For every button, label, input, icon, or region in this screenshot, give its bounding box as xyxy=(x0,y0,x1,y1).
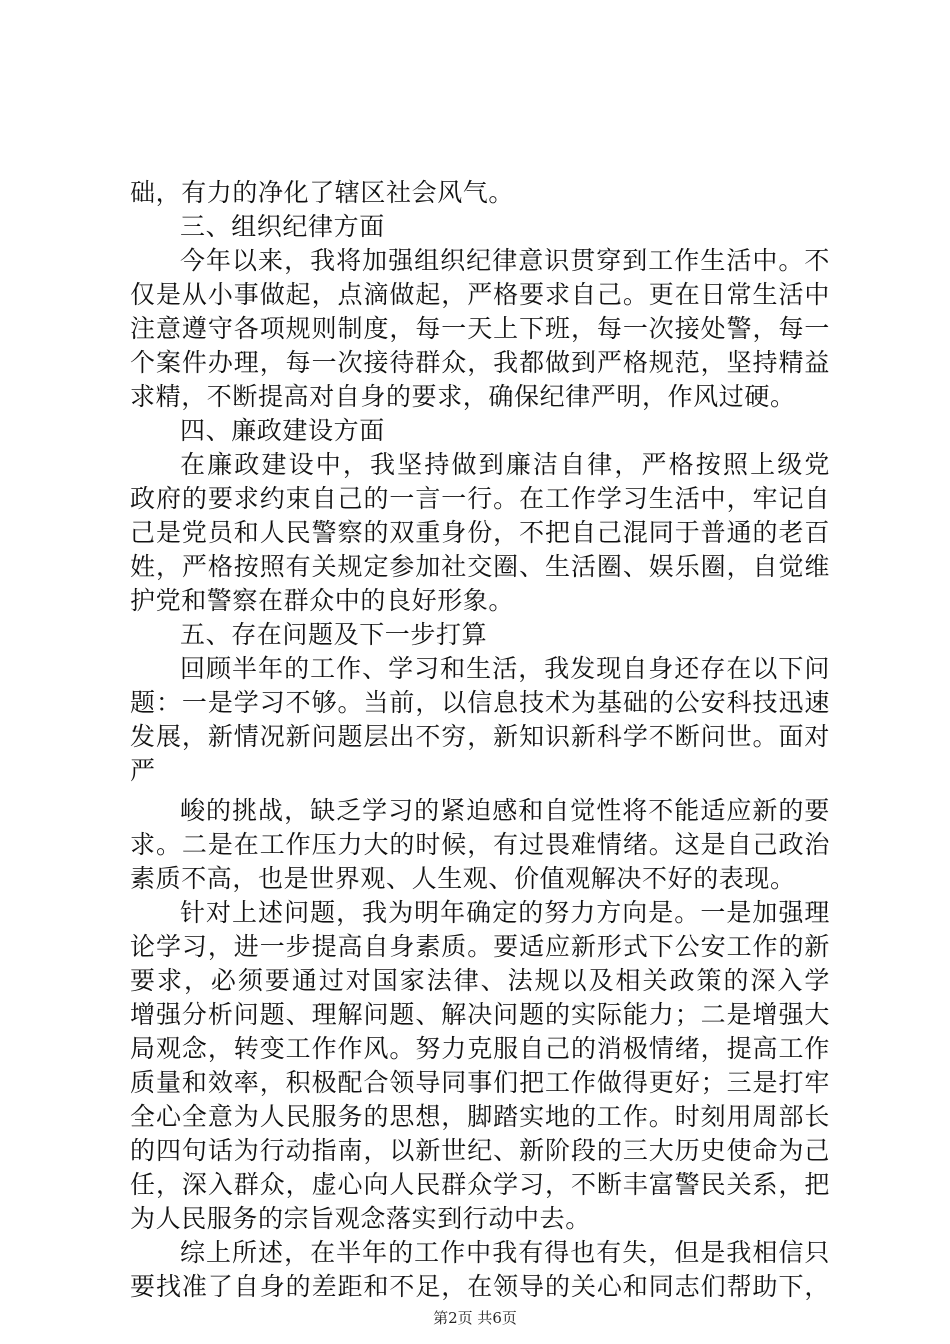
text-line: 题：一是学习不够。当前，以信息技术为基础的公安科技迅速 xyxy=(130,688,830,717)
text-line: 仅是从小事做起，点滴做起，严格要求自己。更在日常生活中 xyxy=(130,280,830,309)
text-line: 回顾半年的工作、学习和生活，我发现自身还存在以下问 xyxy=(180,654,830,683)
text-line: 在廉政建设中，我坚持做到廉洁自律，严格按照上级党 xyxy=(180,450,830,479)
text-line: 质量和效率，积极配合领导同事们把工作做得更好；三是打牢 xyxy=(130,1068,830,1097)
text-line: 注意遵守各项规则制度，每一天上下班，每一次接处警，每一 xyxy=(130,314,830,343)
page-number: 第2页 共6页 xyxy=(433,1309,517,1327)
text-line: 峻的挑战，缺乏学习的紧迫感和自觉性将不能适应新的要 xyxy=(180,796,830,825)
section-heading: 四、廉政建设方面 xyxy=(180,416,385,445)
text-line: 础，有力的净化了辖区社会风气。 xyxy=(130,178,515,207)
text-line: 增强分析问题、理解问题、解决问题的实际能力；二是增强大 xyxy=(130,1000,830,1029)
text-line: 今年以来，我将加强组织纪律意识贯穿到工作生活中。不 xyxy=(180,246,830,275)
text-line: 要求，必须要通过对国家法律、法规以及相关政策的深入学 xyxy=(130,966,830,995)
text-line: 求精，不断提高对自身的要求，确保纪律严明，作风过硬。 xyxy=(130,382,796,411)
text-line: 针对上述问题，我为明年确定的努力方向是。一是加强理 xyxy=(180,898,830,927)
text-line: 政府的要求约束自己的一言一行。在工作学习生活中，牢记自 xyxy=(130,484,830,513)
text-line: 要找准了自身的差距和不足，在领导的关心和同志们帮助下， xyxy=(130,1272,830,1301)
text-line: 个案件办理，每一次接待群众，我都做到严格规范，坚持精益 xyxy=(130,348,830,377)
text-line: 任，深入群众，虚心向人民群众学习，不断丰富警民关系，把 xyxy=(130,1170,830,1199)
text-line: 综上所述，在半年的工作中我有得也有失，但是我相信只 xyxy=(180,1238,830,1267)
text-line: 护党和警察在群众中的良好形象。 xyxy=(130,586,515,615)
text-line: 局观念，转变工作作风。努力克服自己的消极情绪，提高工作 xyxy=(130,1034,830,1063)
section-heading: 五、存在问题及下一步打算 xyxy=(180,620,488,649)
text-line: 姓，严格按照有关规定参加社交圈、生活圈、娱乐圈，自觉维 xyxy=(130,552,830,581)
text-line: 发展，新情况新问题层出不穷，新知识新科学不断问世。面对 xyxy=(130,722,830,751)
text-line: 素质不高，也是世界观、人生观、价值观解决不好的表现。 xyxy=(130,864,796,893)
text-line: 严 xyxy=(130,756,156,785)
section-heading: 三、组织纪律方面 xyxy=(180,212,385,241)
text-line: 己是党员和人民警察的双重身份，不把自己混同于普通的老百 xyxy=(130,518,830,547)
text-line: 全心全意为人民服务的思想，脚踏实地的工作。时刻用周部长 xyxy=(130,1102,830,1131)
text-line: 为人民服务的宗旨观念落实到行动中去。 xyxy=(130,1204,591,1233)
text-line: 论学习，进一步提高自身素质。要适应新形式下公安工作的新 xyxy=(130,932,830,961)
text-line: 的四句话为行动指南，以新世纪、新阶段的三大历史使命为己 xyxy=(130,1136,830,1165)
text-line: 求。二是在工作压力大的时候，有过畏难情绪。这是自己政治 xyxy=(130,830,830,859)
